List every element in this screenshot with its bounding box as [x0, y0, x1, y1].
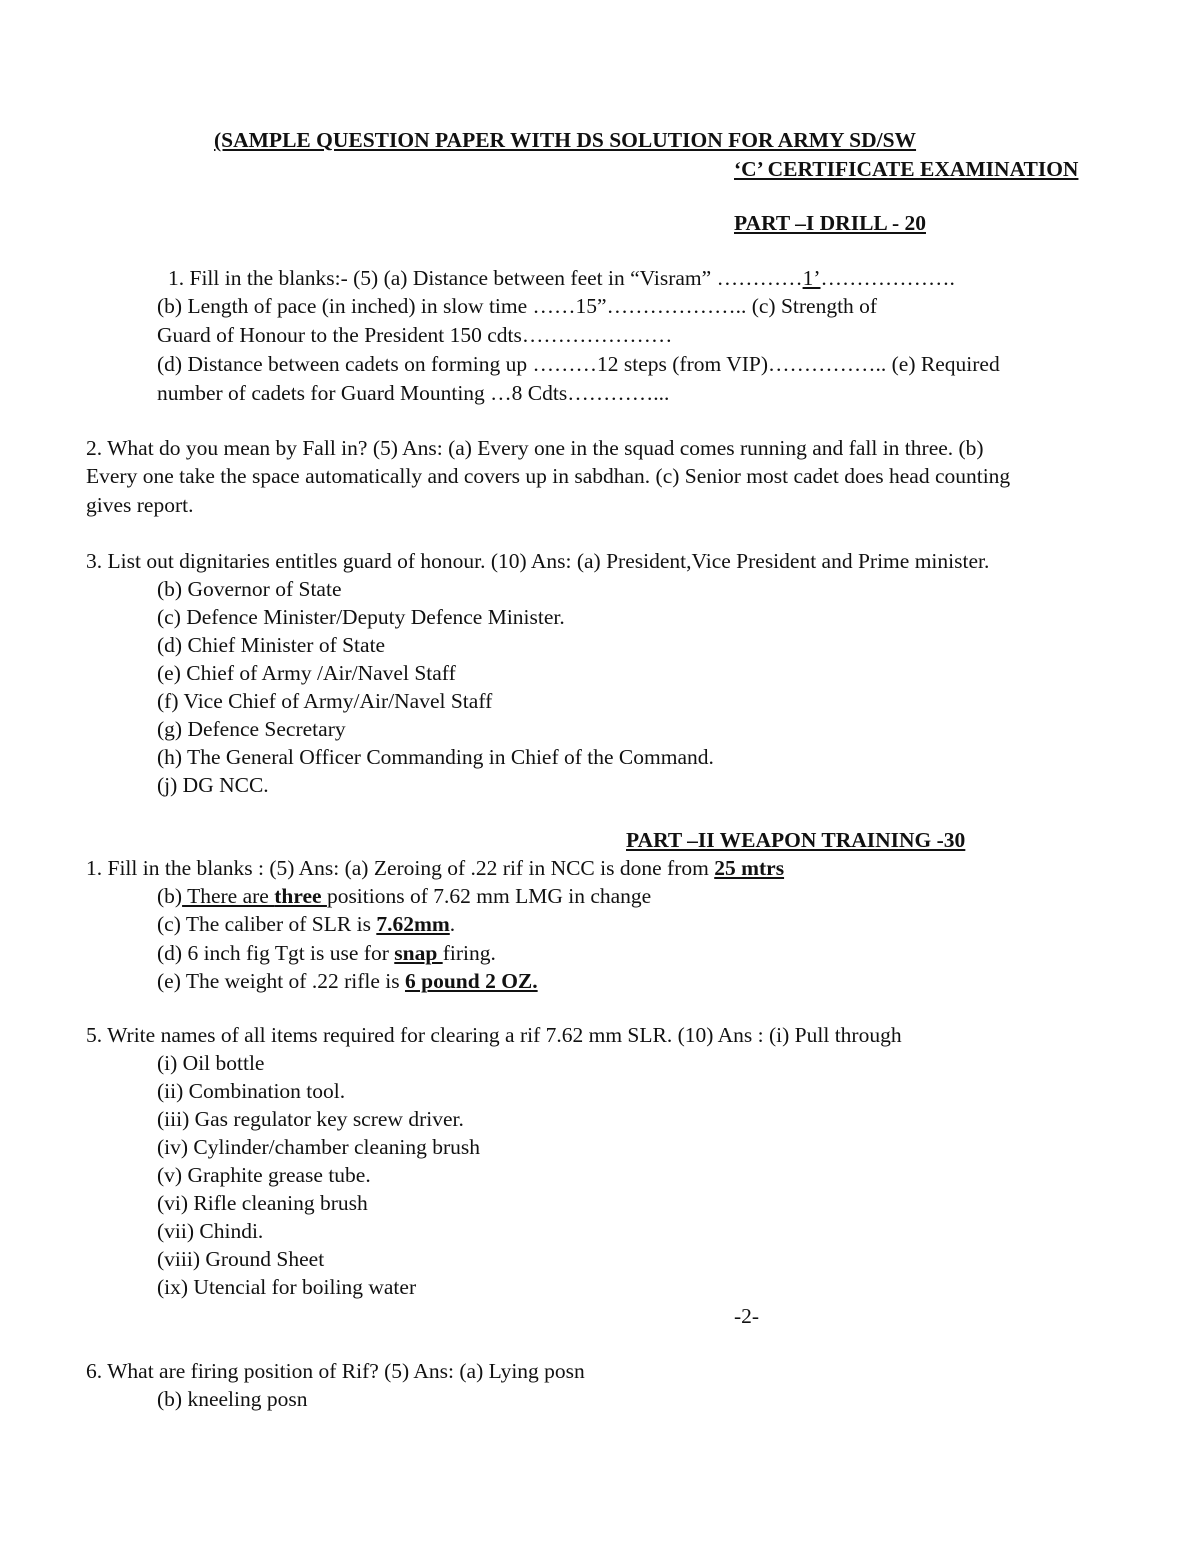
part1-q1-line2: (b) Length of pace (in inched) in slow time ……15”……………….. (c) Strength of: [157, 294, 878, 318]
list-item: (d) Chief Minister of State: [157, 633, 386, 657]
part2-q1-line5: (e) The weight of .22 rifle is 6 pound 2 OZ.: [157, 969, 538, 993]
part1-q2-line3: gives report.: [86, 493, 194, 517]
part2-q6-line2: (b) kneeling posn: [157, 1387, 308, 1411]
list-item: (vi) Rifle cleaning brush: [157, 1191, 368, 1215]
part1-q2-line2: Every one take the space automatically and covers up in sabdhan. (c) Senior most cadet does head counting: [86, 464, 1011, 488]
part1-q1-line5: number of cadets for Guard Mounting …8 Cdts…………...: [157, 381, 670, 405]
list-item: (viii) Ground Sheet: [157, 1247, 325, 1271]
part1-heading: PART –I DRILL - 20: [734, 211, 926, 235]
part2-q1-line1: 1. Fill in the blanks : (5) Ans: (a) Zeroing of .22 rif in NCC is done from 25 mtrs: [86, 856, 785, 880]
part1-q3-line1: 3. List out dignitaries entitles guard of honour. (10) Ans: (a) President,Vice President and Prime minister.: [86, 549, 990, 573]
part2-q1-line4: (d) 6 inch fig Tgt is use for snap firing.: [157, 941, 496, 965]
part1-q2-line1: 2. What do you mean by Fall in? (5) Ans: (a) Every one in the squad comes running and fall in three. (b): [86, 436, 984, 460]
list-item: (c) Defence Minister/Deputy Defence Minister.: [157, 605, 565, 629]
list-item: (j) DG NCC.: [157, 773, 269, 797]
part2-heading: PART –II WEAPON TRAINING -30: [626, 828, 966, 852]
list-item: (vii) Chindi.: [157, 1219, 264, 1243]
document-title: (SAMPLE QUESTION PAPER WITH DS SOLUTION FOR ARMY SD/SW: [214, 128, 917, 152]
part1-q1-line4: (d) Distance between cadets on forming up ………12 steps (from VIP)…………….. (e) Required: [157, 352, 1000, 376]
document-subtitle: ‘C’ CERTIFICATE EXAMINATION: [734, 157, 1079, 181]
list-item: (ii) Combination tool.: [157, 1079, 346, 1103]
list-item: (v) Graphite grease tube.: [157, 1163, 371, 1187]
list-item: (i) Oil bottle: [157, 1051, 265, 1075]
part2-q6-line1: 6. What are firing position of Rif? (5) Ans: (a) Lying posn: [86, 1359, 585, 1383]
part1-q1-line3: Guard of Honour to the President 150 cdts…………………: [157, 323, 673, 347]
part2-q1-line2: (b) There are three positions of 7.62 mm LMG in change: [157, 884, 652, 908]
list-item: (f) Vice Chief of Army/Air/Navel Staff: [157, 689, 493, 713]
page-number: -2-: [734, 1304, 760, 1328]
list-item: (h) The General Officer Commanding in Chief of the Command.: [157, 745, 714, 769]
part1-q1-line1: 1. Fill in the blanks:- (5) (a) Distance between feet in “Visram” …………1’……………….: [168, 266, 955, 290]
list-item: (g) Defence Secretary: [157, 717, 346, 741]
list-item: (iii) Gas regulator key screw driver.: [157, 1107, 464, 1131]
list-item: (iv) Cylinder/chamber cleaning brush: [157, 1135, 480, 1159]
part2-q1-line3: (c) The caliber of SLR is 7.62mm.: [157, 912, 456, 936]
list-item: (b) Governor of State: [157, 577, 342, 601]
part2-q5-line1: 5. Write names of all items required for clearing a rif 7.62 mm SLR. (10) Ans : (i) Pull through: [86, 1023, 902, 1047]
list-item: (ix) Utencial for boiling water: [157, 1275, 417, 1299]
list-item: (e) Chief of Army /Air/Navel Staff: [157, 661, 456, 685]
